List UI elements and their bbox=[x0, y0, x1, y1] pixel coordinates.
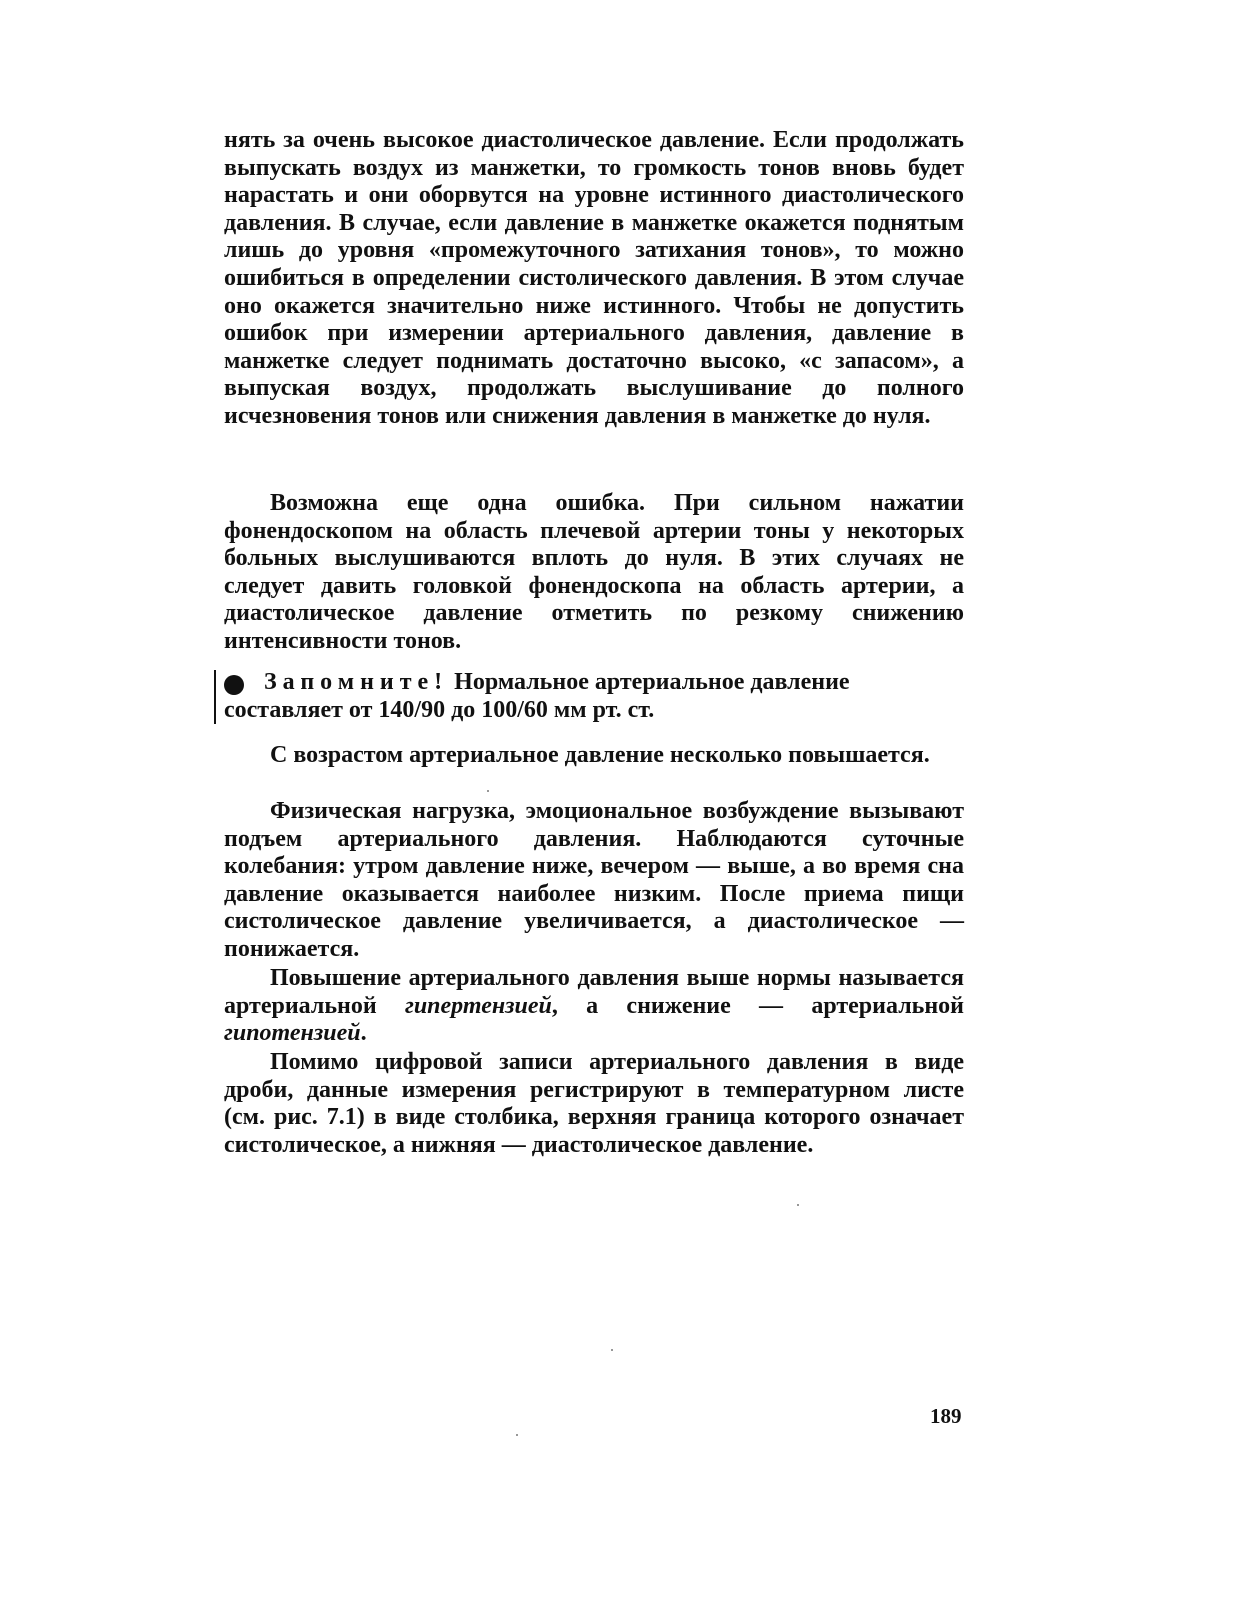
remember-note bbox=[210, 668, 964, 724]
paragraph-5-part-2: , а снижение — артериальной bbox=[551, 992, 965, 1019]
paragraph-4 bbox=[224, 798, 964, 964]
note-text bbox=[224, 668, 964, 724]
scan-speck bbox=[611, 1349, 613, 1351]
paragraph-1 bbox=[224, 127, 964, 431]
paragraph-4-text: Физическая нагрузка, эмоциональное возбуждение вызывают подъем артериального давления. Наблюдаются суточные колебания: утром давление ниже, вечером — выше, а во время сна давление оказывается наиболее низким. После приема пищи систолическое давление увеличивается, а диастолическое — понижается. bbox=[224, 798, 964, 962]
scan-speck bbox=[797, 1204, 799, 1206]
paragraph-5 bbox=[224, 965, 964, 1048]
paragraph-3-text: С возрастом артериальное давление несколько повышается. bbox=[270, 742, 930, 768]
paragraph-5-text bbox=[224, 965, 964, 1048]
paragraph-1-text: нять за очень высокое диастолическое давление. Если продолжать выпускать воздух из манжетки, то громкость тонов вновь будет нарастать и они оборвутся на уровне истинного диастолического давления. В случае, если давление в манжетке окажется поднятым лишь до уровня «промежуточного затихания тонов», то можно ошибиться в определении систолического давления. В этом случае оно окажется значительно ниже истинного. Чтобы не допустить ошибок при измерении артериального давления, давление в манжетке следует поднимать достаточно высоко, «с запасом», а выпуская воздух, продолжать выслушивание до полного исчезновения тонов или снижения давления в манжетке до нуля. bbox=[224, 127, 964, 429]
term-hypertension: гипертензией bbox=[404, 992, 552, 1019]
paragraph-6 bbox=[224, 1049, 964, 1159]
note-line-2: составляет от 140/90 до 100/60 мм рт. ст. bbox=[224, 697, 655, 723]
paragraph-2 bbox=[224, 490, 964, 656]
note-line-1: Нормальное артериальное давление bbox=[454, 669, 850, 695]
paragraph-3 bbox=[224, 742, 964, 770]
scan-speck bbox=[487, 790, 489, 792]
paragraph-5-part-1: Повышение артериального давления выше нормы называется артериальной bbox=[224, 965, 964, 1019]
note-first-line bbox=[224, 668, 964, 696]
paragraph-5-part-3: . bbox=[360, 1020, 367, 1047]
term-hypotension: гипотензией bbox=[224, 1020, 361, 1047]
scan-speck bbox=[516, 1434, 518, 1436]
page-number: 189 bbox=[930, 1404, 962, 1428]
paragraph-2-text: Возможна еще одна ошибка. При сильном нажатии фонендоскопом на область плечевой артерии тоны у некоторых больных выслушиваются вплоть до нуля. В этих случаях не следует давить головкой фонендоскопа на область артерии, а диастолическое давление отметить по резкому снижению интенсивности тонов. bbox=[224, 490, 964, 654]
paragraph-6-text: Помимо цифровой записи артериального давления в виде дроби, данные измерения регистрируют в температурном листе (см. рис. 7.1) в виде столбика, верхняя граница которого означает систолическое, а нижняя — диастолическое давление. bbox=[224, 1049, 964, 1158]
note-heading: Запомните! bbox=[264, 669, 449, 695]
note-margin-bar bbox=[214, 670, 216, 724]
